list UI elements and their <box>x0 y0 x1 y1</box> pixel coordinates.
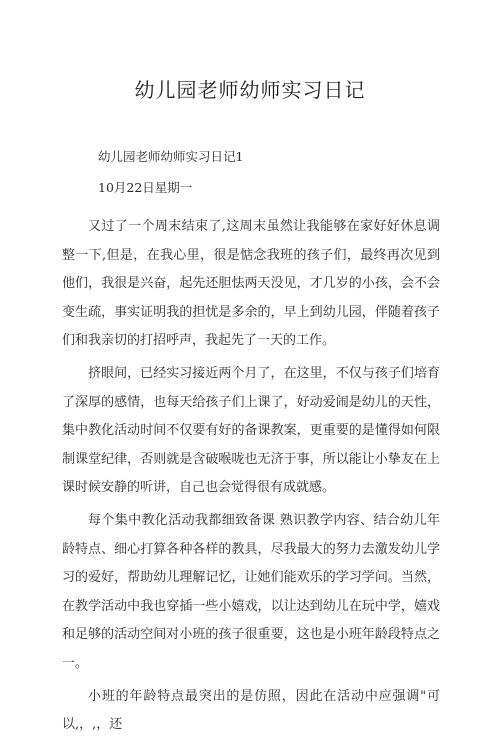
paragraph: 又过了一个周末结束了,这周末虽然让我能够在家好好休息调整一下,但是，在我心里，很是惦念我班的孩子们，最终再次见到他们，我很是兴奋，起先还胆怯两天没见，才几岁的小孩，会不会变生疏，事实证明我的担忧是多余的，早上到幼儿园，伴随着孩子们和我亲切的打招呼声，我起先了一天的工作。 <box>62 219 440 349</box>
paragraph: 每个集中教化活动我都细致备课 熟识教学内容、结合幼儿年龄特点、细心打算各种各样的教具，尽我最大的努力去激发幼儿学习的爱好，帮助幼儿理解记忆，让她们能欢乐的学习学问。当然，在教学活动中我也穿插一些小嬉戏，以让达到幼儿在玩中学，嬉戏和足够的活动空间对小班的孩子很重要，这也是小班年龄段特点之一。 <box>62 512 440 671</box>
paragraph: 小班的年龄特点最突出的是仿照，因此在活动中应强调"可以,，,，还 <box>62 688 440 733</box>
diary-date: 10月22日星期一 <box>98 180 193 195</box>
document-body <box>62 213 440 744</box>
paragraph: 挤眼间，已经实习接近两个月了，在这里，不仅与孩子们培育了深厚的感情，也每天给孩子们上课了，好动爱闹是幼儿的天性，集中教化活动时间不仅要有好的备课教案，更重要的是懂得如何限制课堂纪律，否则就是含破喉咙也无济于事，所以能让小挚友在上课时候安静的听讲，自己也会觉得很有成就感。 <box>62 365 440 496</box>
document-title: 幼儿园老师幼师实习日记 <box>134 78 366 102</box>
document-subtitle: 幼儿园老师幼师实习日记1 <box>98 149 244 164</box>
